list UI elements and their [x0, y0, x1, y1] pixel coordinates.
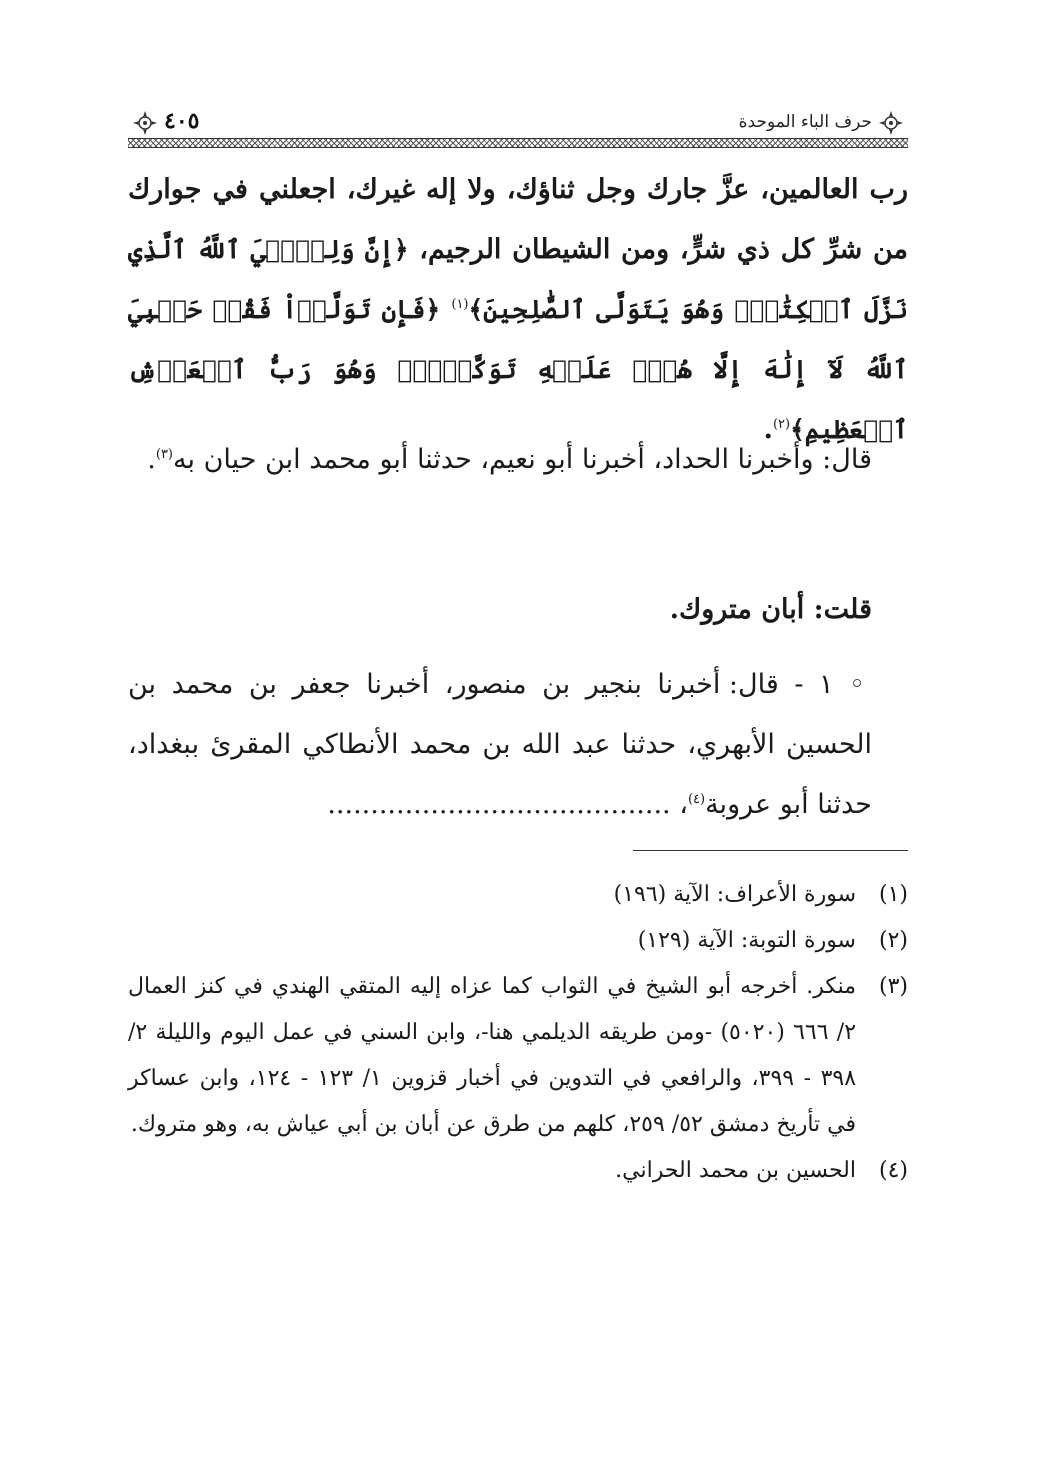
paragraph-comment — [128, 580, 908, 640]
footnote-number: (٤) — [878, 1158, 908, 1183]
isnad-text: قال: وأخبرنا الحداد، أخبرنا أبو نعيم، حدثنا أبو محمد ابن حيان به — [173, 444, 872, 475]
quran-verse-1: ﴿إِنَّ وَلِـِّۧيَ ٱللَّهُ ٱلَّذِي نَزَّلَ ٱلۡكِتَٰبَۖ وَهُوَ يَتَوَلَّى ٱلصَّٰلِحِينَ﴾ — [128, 235, 908, 324]
running-header — [128, 108, 908, 152]
footnote-text: منكر. أخرجه أبو الشيخ في الثواب كما عزاه إليه المتقي الهندي في كنز العمال ٢/ ٦٦٦ (٥٠٢٠) -ومن طريقه الديلمي هنا-، وابن السني في عمل اليوم والليلة ٢/ ٣٩٨ - ٣٩٩، والرافعي في التدوين في أخبار قزوين ١/ ١٢٣ - ١٢٤، وابن عساكر في تأريخ دمشق ٥٢/ ٢٥٩، كلهم من طرق عن أبان بن أبي عياش به، وهو متروك. — [128, 974, 857, 1137]
paragraph-hadith-chain — [128, 655, 908, 835]
floral-ornament-icon — [132, 110, 158, 136]
chapter-title: حرف الباء الموحدة — [738, 112, 872, 132]
footnote-ref-1: (١) — [451, 297, 469, 312]
footnote-ref-3: (٣) — [155, 447, 173, 462]
floral-ornament-icon — [878, 110, 904, 136]
footnote-item — [128, 1148, 908, 1194]
footnote-separator — [633, 850, 908, 851]
quran-verse-2: ﴿فَإِن تَوَلَّوۡاْ فَقُلۡ حَسۡبِيَ ٱللَّهُ لَآ إِلَٰهَ إِلَّا هُوَۖ عَلَيۡهِ تَوَكَّلۡتُۖ وَهُوَ رَبُّ ٱلۡعَرۡشِ ٱلۡعَظِيمِ﴾ — [128, 295, 908, 444]
paragraph-supplication — [128, 160, 908, 460]
paragraph-isnad — [128, 430, 908, 490]
footnote-text: الحسين بن محمد الحراني. — [615, 1158, 856, 1183]
chain-text: قال: أخبرنا بنجير بن منصور، أخبرنا جعفر بن محمد بن الحسين الأبهري، حدثنا عبد الله بن محمد الأنطاكي المقرئ ببغداد، حدثنا أبو عروبة — [128, 669, 872, 820]
footnote-text: سورة التوبة: الآية (١٢٩) — [637, 928, 856, 953]
header-rule — [128, 138, 908, 148]
footnote-number: (٢) — [878, 928, 908, 953]
page-number: ٤٠٥ — [164, 108, 200, 134]
footnote-ref-2: (٢) — [772, 417, 791, 432]
footnote-item — [128, 918, 908, 964]
footnotes — [128, 872, 908, 1194]
hadith-number: ◦ ١ - — [794, 669, 872, 700]
continuation-dots: ، ........................................ — [327, 789, 688, 820]
footnote-number: (٣) — [878, 974, 908, 999]
footnote-number: (١) — [878, 882, 908, 907]
comment-text: قلت: أبان متروك. — [669, 594, 872, 625]
footnote-item — [128, 872, 908, 918]
period: . — [147, 444, 156, 475]
footnote-text: سورة الأعراف: الآية (١٩٦) — [613, 882, 856, 907]
supplication-text: رب العالمين، عزَّ جارك وجل ثناؤك، ولا إله غيرك، اجعلني في جوارك من شرِّ كل ذي شرٍّ، ومن الشيطان الرجيم، — [128, 174, 908, 265]
footnote-ref-4: (٤) — [687, 792, 706, 807]
period: . — [763, 414, 773, 445]
footnote-item — [128, 964, 908, 1148]
